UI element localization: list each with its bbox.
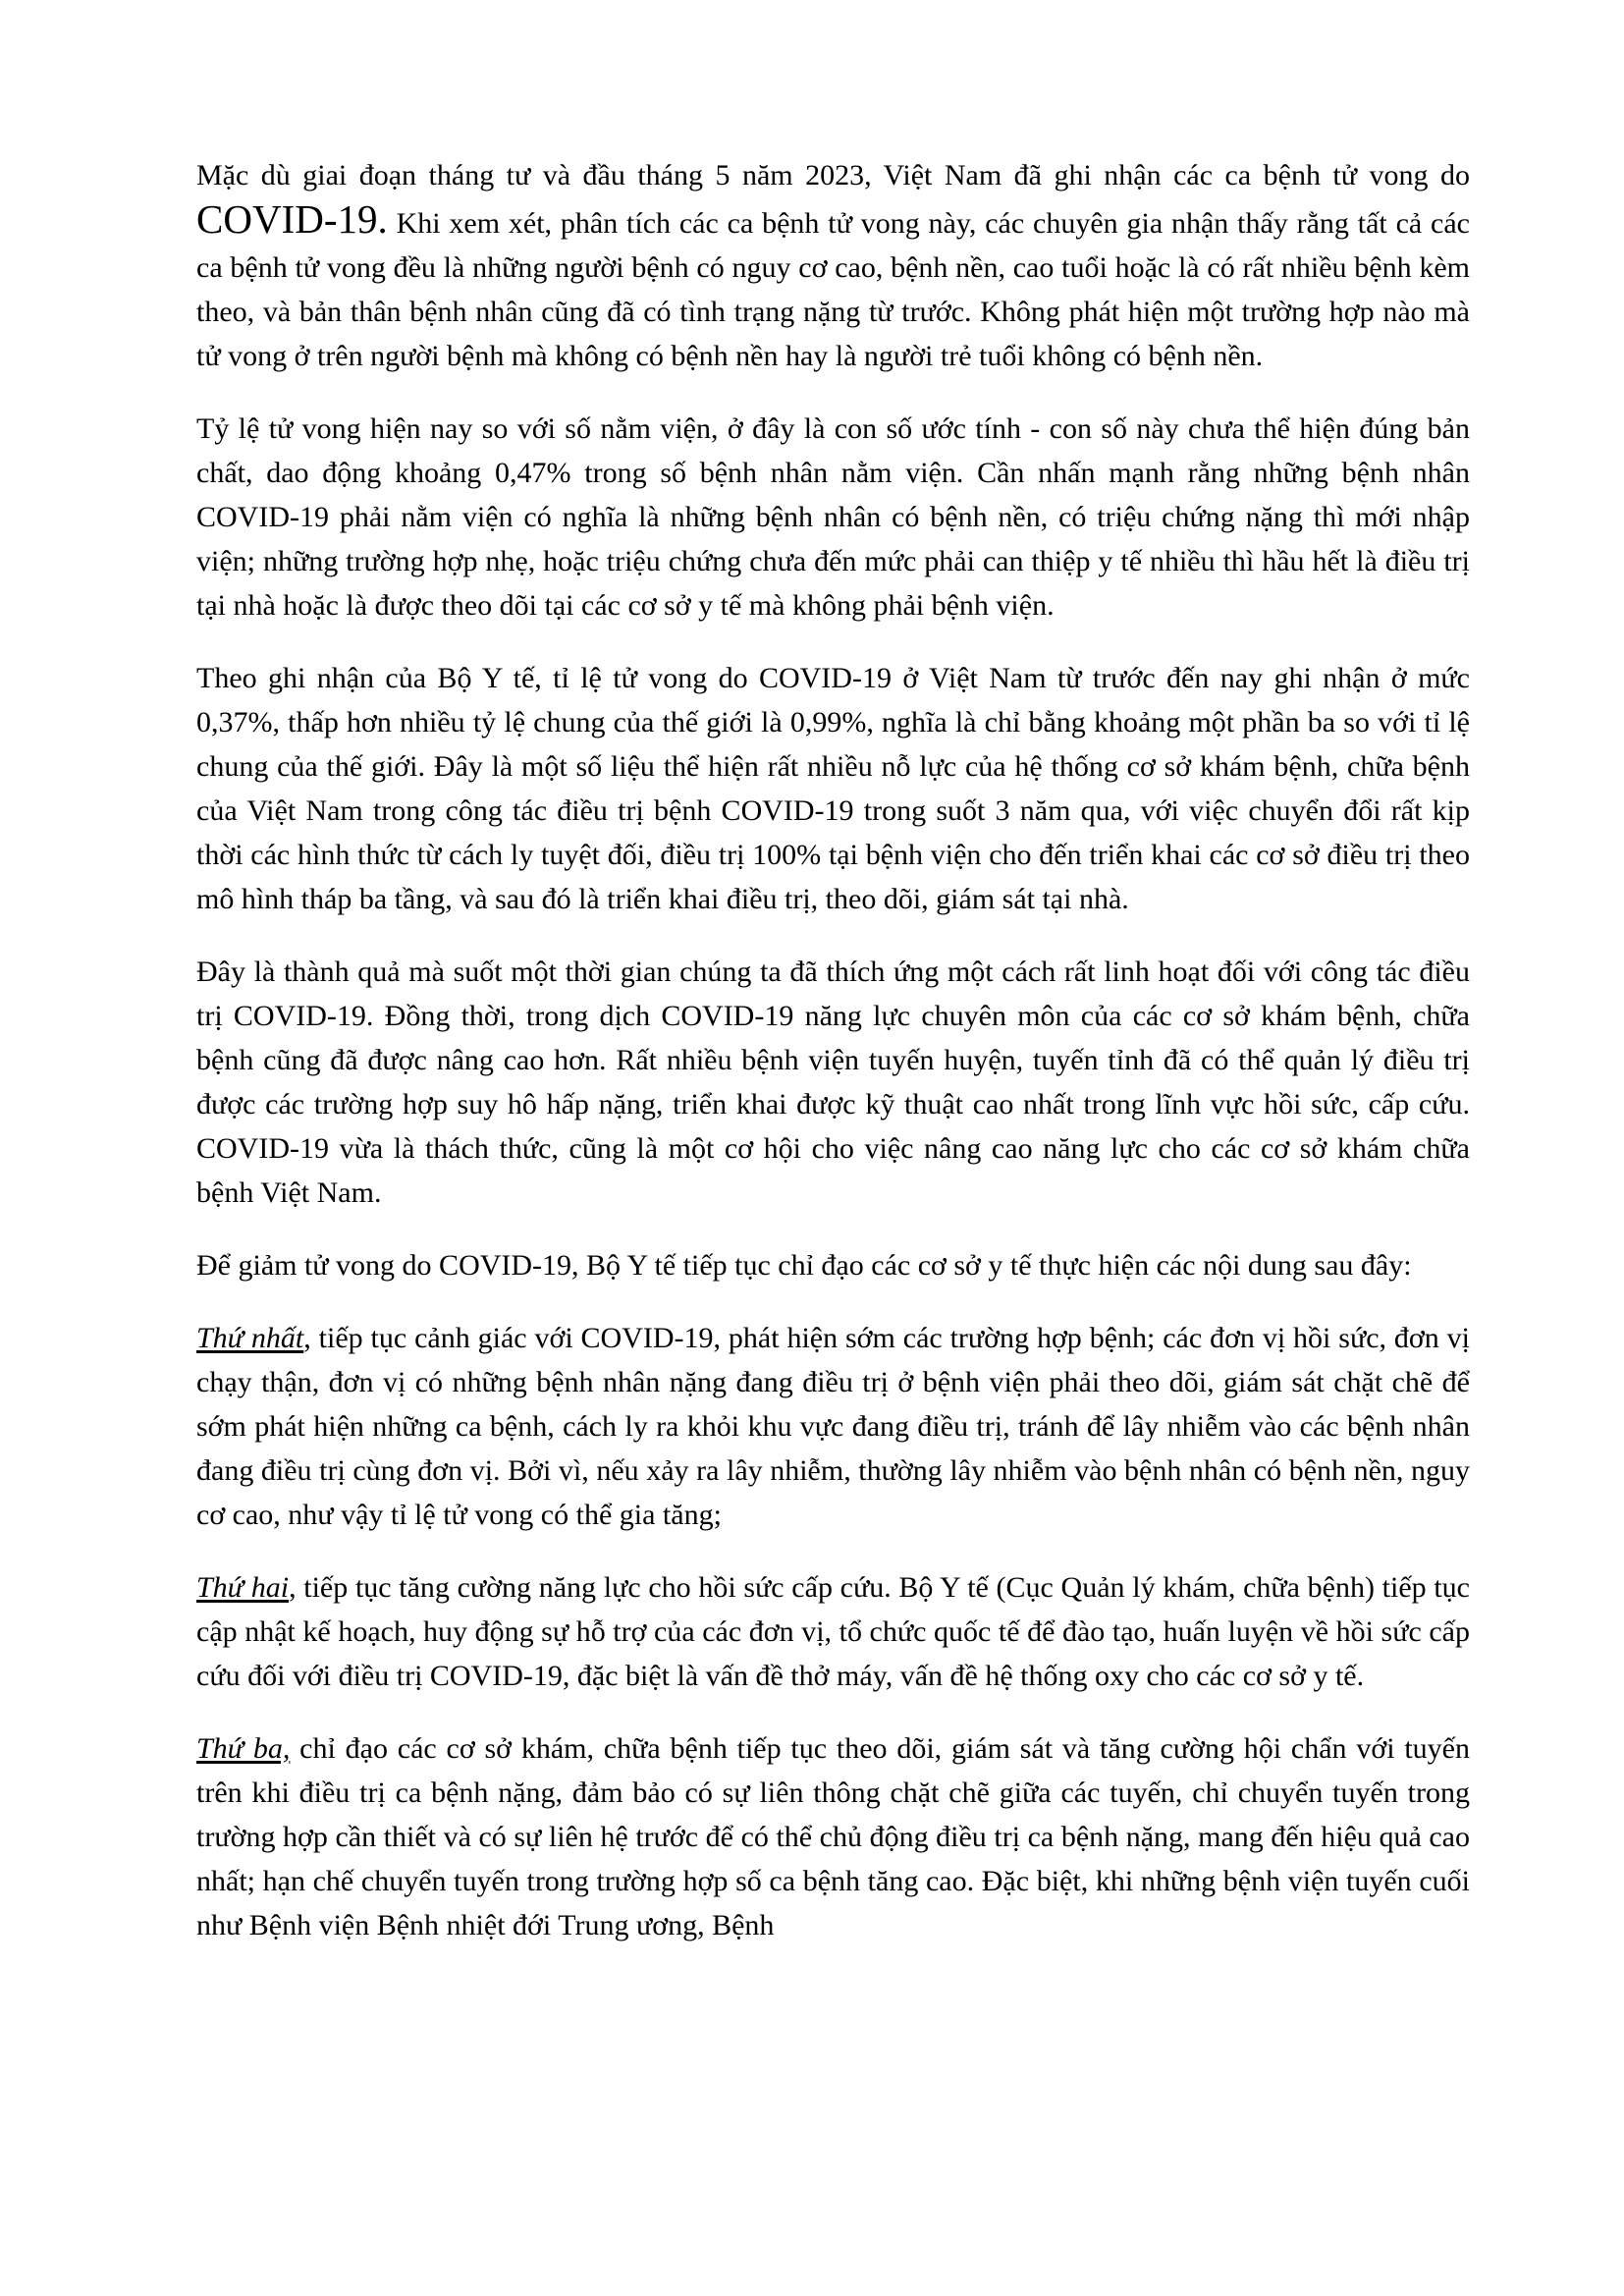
paragraph-text: , tiếp tục tăng cường năng lực cho hồi sức cấp cứu. Bộ Y tế (Cục Quản lý khám, chữa bệnh) tiếp tục cập nhật kế hoạch, huy động sự hỗ trợ của các đơn vị, tổ chức quốc tế để đào tạo, huấn luyện về hồi sức cấp cứu đối với điều trị COVID-19, đặc biệt là vấn đề thở máy, vấn đề hệ thống oxy cho các cơ sở y tế. bbox=[196, 1571, 1470, 1692]
paragraph-directive-intro bbox=[196, 1243, 1470, 1287]
document-body bbox=[196, 153, 1470, 1976]
paragraph-text: Tỷ lệ tử vong hiện nay so với số nằm viện, ở đây là con số ước tính - con số này chưa thể hiện đúng bản chất, dao động khoảng 0,47% trong số bệnh nhân nằm viện. Cần nhấn mạnh rằng những bệnh nhân COVID-19 phải nằm viện có nghĩa là những bệnh nhân có bệnh nền, có triệu chứng nặng thì mới nhập viện; những trường hợp nhẹ, hoặc triệu chứng chưa đến mức phải can thiệp y tế nhiều thì hầu hết là điều trị tại nhà hoặc là được theo dõi tại các cơ sở y tế mà không phải bệnh viện. bbox=[196, 412, 1470, 622]
item-lead-thu-nhat: Thứ nhất bbox=[196, 1322, 304, 1354]
paragraph-text: , tiếp tục cảnh giác với COVID-19, phát hiện sớm các trường hợp bệnh; các đơn vị hồi sức, đơn vị chạy thận, đơn vị có những bệnh nhân nặng đang điều trị ở bệnh viện phải theo dõi, giám sát chặt chẽ để sớm phát hiện những ca bệnh, cách ly ra khỏi khu vực đang điều trị, tránh để lây nhiễm vào các bệnh nhân đang điều trị cùng đơn vị. Bởi vì, nếu xảy ra lây nhiễm, thường lây nhiễm vào bệnh nhân có bệnh nền, nguy cơ cao, như vậy tỉ lệ tử vong có thể gia tăng; bbox=[196, 1322, 1470, 1531]
paragraph-item-first bbox=[196, 1316, 1470, 1537]
paragraph-text: Để giảm tử vong do COVID-19, Bộ Y tế tiếp tục chỉ đạo các cơ sở y tế thực hiện các nội dung sau đây: bbox=[196, 1249, 1412, 1282]
paragraph-item-third bbox=[196, 1726, 1470, 1947]
paragraph-text: Theo ghi nhận của Bộ Y tế, tỉ lệ tử vong do COVID-19 ở Việt Nam từ trước đến nay ghi nhận ở mức 0,37%, thấp hơn nhiều tỷ lệ chung của thế giới là 0,99%, nghĩa là chỉ bằng khoảng một phần ba so với tỉ lệ chung của thế giới. Đây là một số liệu thể hiện rất nhiều nỗ lực của hệ thống cơ sở khám bệnh, chữa bệnh của Việt Nam trong công tác điều trị bệnh COVID-19 trong suốt 3 năm qua, với việc chuyển đổi rất kịp thời các hình thức từ cách ly tuyệt đối, điều trị 100% tại bệnh viện cho đến triển khai các cơ sở điều trị theo mô hình tháp ba tầng, và sau đó là triển khai điều trị, theo dõi, giám sát tại nhà. bbox=[196, 662, 1470, 915]
paragraph-intro-deaths bbox=[196, 153, 1470, 378]
paragraph-moh-statistics bbox=[196, 656, 1470, 921]
paragraph-text: Mặc dù giai đoạn tháng tư và đầu tháng 5 năm 2023, Việt Nam đã ghi nhận các ca bệnh tử vong do bbox=[196, 159, 1470, 191]
covid19-large-text: COVID-19. bbox=[196, 196, 388, 242]
paragraph-text: chỉ đạo các cơ sở khám, chữa bệnh tiếp tục theo dõi, giám sát và tăng cường hội chẩn với tuyến trên khi điều trị ca bệnh nặng, đảm bảo có sự liên thông chặt chẽ giữa các tuyến, chỉ chuyển tuyến trong trường hợp cần thiết và có sự liên hệ trước để có thể chủ động điều trị ca bệnh nặng, mang đến hiệu quả cao nhất; hạn chế chuyển tuyến trong trường hợp số ca bệnh tăng cao. Đặc biệt, khi những bệnh viện tuyến cuối như Bệnh viện Bệnh nhiệt đới Trung ương, Bệnh bbox=[196, 1732, 1471, 1941]
paragraph-text: Đây là thành quả mà suốt một thời gian chúng ta đã thích ứng một cách rất linh hoạt đối với công tác điều trị COVID-19. Đồng thời, trong dịch COVID-19 năng lực chuyên môn của các cơ sở khám bệnh, chữa bệnh cũng đã được nâng cao hơn. Rất nhiều bệnh viện tuyến huyện, tuyến tỉnh đã có thể quản lý điều trị được các trường hợp suy hô hấp nặng, triển khai được kỹ thuật cao nhất trong lĩnh vực hồi sức, cấp cứu. COVID-19 vừa là thách thức, cũng là một cơ hội cho việc nâng cao năng lực cho các cơ sở khám chữa bệnh Việt Nam. bbox=[196, 956, 1470, 1209]
paragraph-mortality-rate-estimate bbox=[196, 407, 1470, 628]
paragraph-achievements bbox=[196, 950, 1470, 1215]
paragraph-item-second bbox=[196, 1565, 1470, 1698]
item-lead-thu-ba: Thứ ba, bbox=[196, 1732, 291, 1765]
paragraph-text: Khi xem xét, phân tích các ca bệnh tử vong này, các chuyên gia nhận thấy rằng tất cả các ca bệnh tử vong đều là những người bệnh có nguy cơ cao, bệnh nền, cao tuổi hoặc là có rất nhiều bệnh kèm theo, và bản thân bệnh nhân cũng đã có tình trạng nặng từ trước. Không phát hiện một trường hợp nào mà tử vong ở trên người bệnh mà không có bệnh nền hay là người trẻ tuổi không có bệnh nền. bbox=[196, 207, 1470, 372]
item-lead-thu-hai: Thứ hai bbox=[196, 1571, 290, 1604]
